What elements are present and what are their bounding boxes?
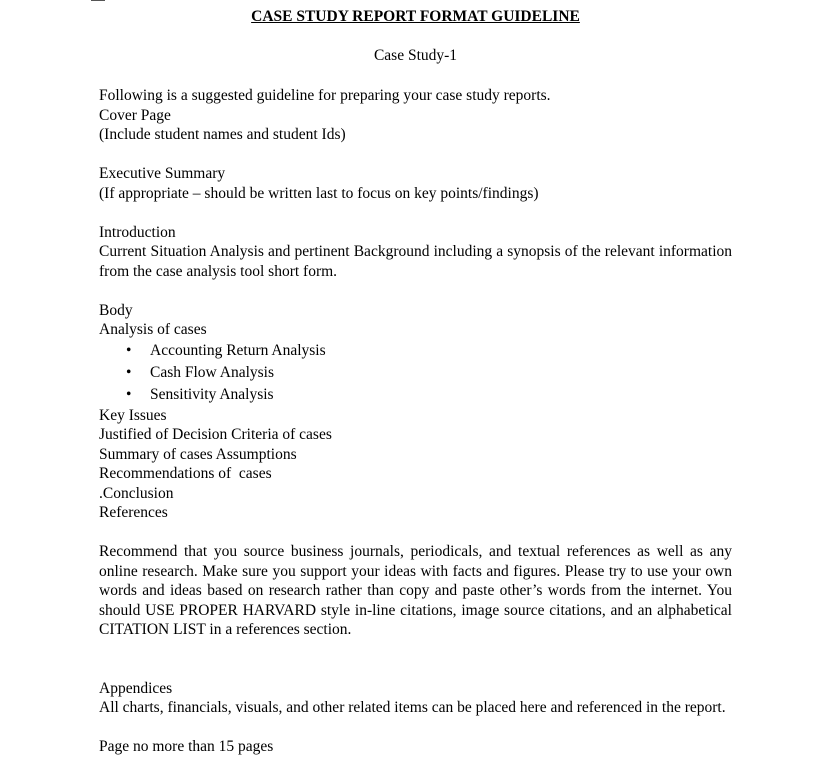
executive-summary-heading: Executive Summary: [99, 165, 226, 182]
document-body: [99, 86, 732, 757]
appendices-text: All charts, financials, visuals, and other related items can be placed here and referenced in the report.: [99, 699, 726, 716]
cover-page-note: (Include student names and student Ids): [99, 126, 346, 143]
body-item: Summary of cases Assumptions: [99, 445, 297, 463]
introduction-text: Current Situation Analysis and pertinent Background including a synopsis of the relevant information from the case analysis tool short form.: [99, 243, 732, 280]
body-item: Recommendations of cases: [99, 465, 272, 482]
introduction-heading: Introduction: [99, 223, 176, 241]
bullet-icon: •: [126, 341, 132, 359]
body-item: References: [99, 504, 168, 521]
document-subtitle: Case Study-1: [373, 47, 458, 64]
bullet-icon: •: [126, 363, 132, 381]
references-paragraph: Recommend that you source business journals, periodicals, and textual references as well as any online research. Make sure you support your ideas with facts and figures. Please try to use your own words and ideas based on research rather than copy and paste other’s words from the internet. You should USE PROPER HARVARD style in-line citations, image source citations, and an alphabetical CITATION LIST in a references section.: [99, 543, 732, 638]
list-item: [99, 340, 732, 362]
bullet-text: Cash Flow Analysis: [150, 363, 275, 381]
analysis-bullet-list: [99, 340, 732, 406]
body-heading: Body: [99, 301, 133, 319]
list-item: [99, 362, 732, 384]
list-item: [99, 384, 732, 406]
page-limit-note: Page no more than 15 pages: [99, 738, 274, 755]
cover-page-heading: Cover Page: [99, 106, 171, 124]
bullet-text: Sensitivity Analysis: [150, 385, 274, 403]
executive-summary-note: (If appropriate – should be written last to focus on key points/findings): [99, 184, 539, 202]
intro-line: Following is a suggested guideline for preparing your case study reports.: [99, 87, 551, 104]
appendices-heading: Appendices: [99, 679, 173, 697]
analysis-subheading: Analysis of cases: [99, 321, 207, 338]
body-item: Justified of Decision Criteria of cases: [99, 426, 332, 443]
top-edge-mark: [91, 0, 105, 1]
body-item: .Conclusion: [99, 484, 174, 502]
body-item: Key Issues: [99, 406, 167, 424]
bullet-icon: •: [126, 385, 132, 403]
document-title: CASE STUDY REPORT FORMAT GUIDELINE: [251, 8, 580, 25]
bullet-text: Accounting Return Analysis: [150, 341, 326, 359]
